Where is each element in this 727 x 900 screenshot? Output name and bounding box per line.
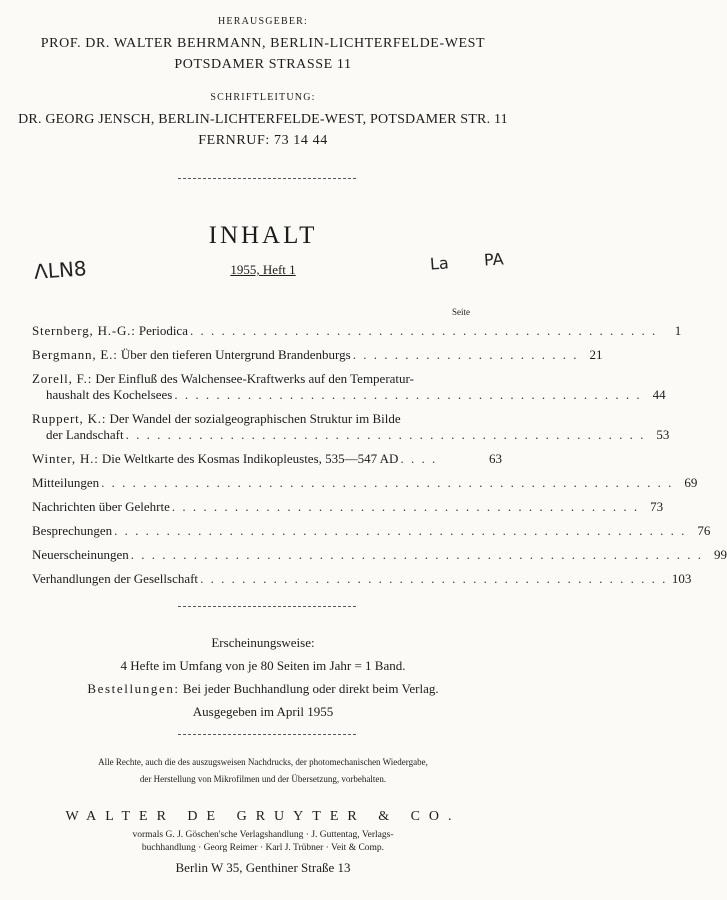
entry-title: Mitteilungen [32, 475, 100, 490]
entry-author: Sternberg, H.-G.: [32, 323, 136, 338]
leader-dots: . . . . . . . . . . . . . . . . . . . . . . . . . . . . . . . . . . . . . . . . . . . . . [189, 323, 658, 338]
entry-page: 21 [589, 347, 603, 362]
frequency-text: 4 Hefte im Umfang von je 80 Seiten im Jahr = 1 Band. [120, 658, 406, 673]
entry-title: Besprechungen [32, 523, 113, 538]
leader-dots: . . . . . . . . . . . . . . . . . . . . . . . . . . . . . . . . . . . . . . . . . . . . . [171, 499, 640, 514]
leader-dots: . . . . . . . . . . . . . . . . . . . . . . . . . . . . . . . . . . . . . . . . . . . . . [200, 571, 668, 586]
editor-label: HERAUSGEBER: [218, 16, 308, 27]
entry-title: Nachrichten über Gelehrte [32, 499, 170, 514]
leader-dots: . . . . . . . . . . . . . . . . . . . . . . [352, 347, 579, 362]
orders-label: Bestellungen: [87, 681, 180, 696]
publisher-name: WALTER DE GRUYTER & CO. [65, 809, 461, 824]
entry-page: 53 [656, 427, 670, 442]
divider-middle [178, 606, 356, 607]
rights-line-1: Alle Rechte, auch die des auszugsweisen Nachdrucks, der photomechanischen Wiedergabe, [98, 757, 428, 767]
entry-title: Der Wandel der sozialgeographischen Struktur im Bilde [109, 411, 401, 426]
management-label: SCHRIFTLEITUNG: [210, 92, 316, 103]
leader-dots: . . . . [400, 451, 438, 466]
entry-author: Winter, H.: [32, 451, 99, 466]
entry-title: Die Weltkarte des Kosmas Indikopleustes, 535—547 AD [101, 451, 399, 466]
orders-line [0, 681, 526, 697]
entry-page: 44 [652, 387, 666, 402]
phone-number: FERNRUF: 73 14 44 [198, 133, 328, 148]
frequency-label: Erscheinungsweise: [211, 635, 315, 650]
leader-dots: . . . . . . . . . . . . . . . . . . . . . . . . . . . . . . . . . . . . . . . . . . . . . . . . . . . . . . . [114, 523, 687, 538]
toc-entry [32, 451, 502, 467]
issue-label: 1955, Heft 1 [230, 262, 296, 277]
toc-entry [32, 371, 666, 403]
leader-dots: . . . . . . . . . . . . . . . . . . . . . . . . . . . . . . . . . . . . . . . . . . . . . [174, 387, 642, 402]
entry-title: Periodica [138, 323, 188, 338]
issue-date: Ausgegeben im April 1955 [192, 704, 334, 719]
entry-page: 73 [650, 499, 664, 514]
entry-title-continued: haushalt des Kochelsees [46, 387, 173, 402]
entry-page: 103 [671, 571, 692, 586]
handwritten-note-left: ΛLN8 [33, 256, 88, 284]
rights-line-2: der Herstellung von Mikrofilmen und der Übersetzung, vorbehalten. [139, 774, 387, 784]
entry-title: Neuerscheinungen [32, 547, 129, 562]
entry-page: 63 [489, 451, 502, 466]
leader-dots: . . . . . . . . . . . . . . . . . . . . . . . . . . . . . . . . . . . . . . . . . . . . . . . . . . . . . . . [130, 547, 703, 562]
entry-title: Über den tieferen Untergrund Brandenburgs [120, 347, 351, 362]
editor-street: POTSDAMER STRASSE 11 [174, 57, 352, 72]
toc-entry [32, 523, 711, 539]
page-column-label: Seite [452, 307, 470, 317]
entry-author: Ruppert, K.: [32, 411, 107, 426]
entry-author: Zorell, F.: [32, 371, 93, 386]
entry-author: Bergmann, E.: [32, 347, 118, 362]
management-name: DR. GEORG JENSCH, BERLIN-LICHTERFELDE-WEST, POTSDAMER STR. 11 [18, 112, 508, 127]
toc-entry [32, 571, 692, 587]
leader-dots: . . . . . . . . . . . . . . . . . . . . . . . . . . . . . . . . . . . . . . . . . . . . . . . . . . [125, 427, 646, 442]
divider-bottom [178, 734, 356, 735]
leader-dots: . . . . . . . . . . . . . . . . . . . . . . . . . . . . . . . . . . . . . . . . . . . . . . . . . . . . . . . [101, 475, 674, 490]
entry-title: Der Einfluß des Walchensee-Kraftwerks auf den Temperatur- [95, 371, 414, 386]
entry-page: 99 [714, 547, 727, 562]
publisher-address: Berlin W 35, Genthiner Straße 13 [175, 860, 351, 875]
entry-page: 1 [674, 323, 682, 338]
toc-entry [32, 323, 682, 339]
entry-title: Verhandlungen der Gesellschaft [32, 571, 199, 586]
publisher-history-2: buchhandlung · Georg Reimer · Karl J. Trübner · Veit & Comp. [141, 843, 385, 853]
toc-entry [32, 547, 727, 563]
contents-title: INHALT [208, 222, 318, 249]
orders-text: Bei jeder Buchhandlung oder direkt beim Verlag. [182, 681, 439, 696]
toc-entry [32, 475, 698, 491]
entry-title-continued: der Landschaft [46, 427, 124, 442]
entry-page: 76 [697, 523, 711, 538]
toc-entry [32, 499, 664, 515]
editor-name: PROF. DR. WALTER BEHRMANN, BERLIN-LICHTERFELDE-WEST [40, 36, 486, 51]
divider-top [178, 178, 356, 179]
handwritten-note-right-b: PA [483, 249, 505, 270]
entry-page: 69 [684, 475, 698, 490]
toc-entry [32, 411, 670, 443]
handwritten-note-right-a: La [429, 253, 450, 274]
publisher-history-1: vormals G. J. Göschen'sche Verlagshandlung · J. Guttentag, Verlags- [132, 830, 394, 840]
toc-entry [32, 347, 603, 363]
